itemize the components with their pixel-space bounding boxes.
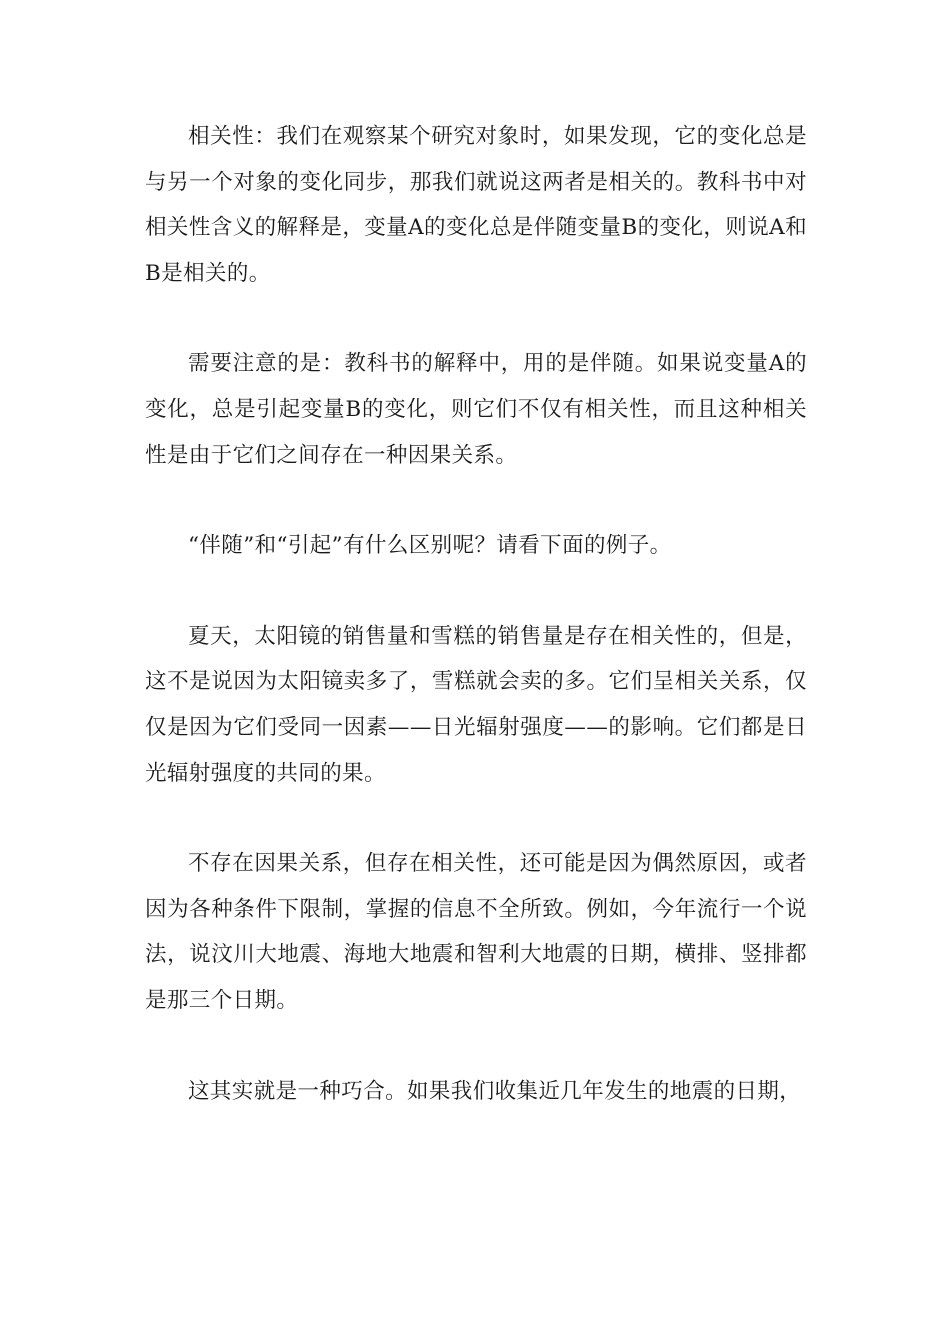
paragraph-sunglasses-example: 夏天，太阳镜的销售量和雪糕的销售量是存在相关性的，但是，这不是说因为太阳镜卖多了，雪糕就会卖的多。它们呈相关关系，仅仅是因为它们受同一因素——日光辐射强度——的影响。它们都是日光辐射强度的共同的果。 [145, 623, 807, 786]
paragraph-earthquake-example: 不存在因果关系，但存在相关性，还可能是因为偶然原因，或者因为各种条件下限制，掌握的信息不全所致。例如，今年流行一个说法，说汶川大地震、海地大地震和智利大地震的日期，横排、竖排都是那三个日期。 [145, 851, 807, 1013]
paragraph-accompany-note: 需要注意的是：教科书的解释中，用的是伴随。如果说变量A的变化，总是引起变量B的变化，则它们不仅有相关性，而且这种相关性是由于它们之间存在一种因果关系。 [145, 351, 807, 468]
paragraph-question: “伴随”和“引起”有什么区别呢？请看下面的例子。 [188, 533, 672, 559]
paragraph-coincidence: 这其实就是一种巧合。如果我们收集近几年发生的地震的日期， [188, 1078, 802, 1104]
document-body [145, 114, 807, 1114]
paragraph-correlation-definition: 相关性：我们在观察某个研究对象时，如果发现，它的变化总是与另一个对象的变化同步，那我们就说这两者是相关的。教科书中对相关性含义的解释是，变量A的变化总是伴随变量B的变化，则说A和B是相关的。 [145, 124, 807, 286]
